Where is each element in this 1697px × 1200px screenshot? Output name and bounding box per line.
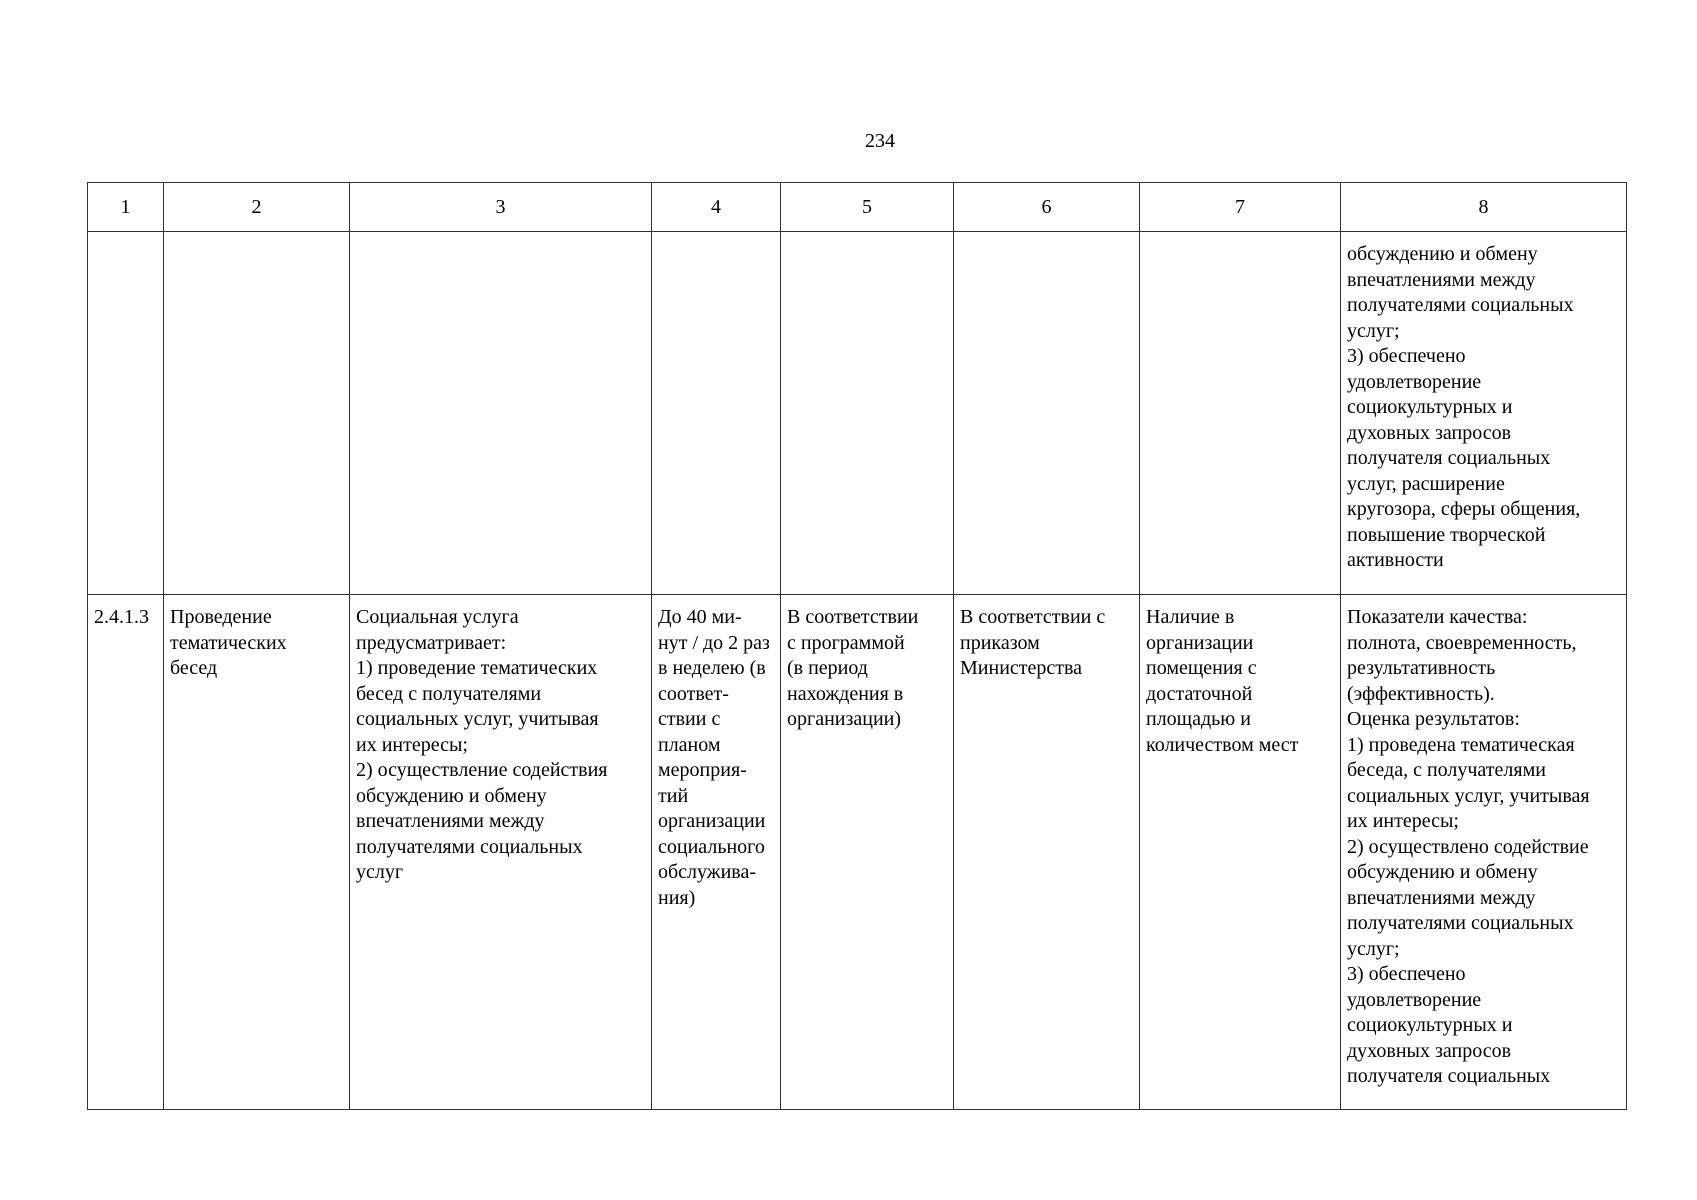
column-header: 2 bbox=[164, 183, 350, 232]
table-cell bbox=[954, 232, 1140, 595]
services-table bbox=[87, 182, 1627, 1110]
table-cell bbox=[781, 595, 954, 1110]
table-cell bbox=[1341, 232, 1627, 595]
column-header: 6 bbox=[954, 183, 1140, 232]
table-cell bbox=[164, 232, 350, 595]
table-cell bbox=[164, 595, 350, 1110]
service-quality: Показатели качества: полнота, своевременность, результативность (эффективность). Оценка результатов: 1) проведена тематическая беседа, с получателями социальных услуг, учитывая их интересы; 2) осуществлено содействие обсуждению и обмену впечатлениями между получателями социальных услуг; 3) обеспечено удовлетворение социокультурных и духовных запросов получателя социальных bbox=[1347, 606, 1590, 1087]
table-cell bbox=[350, 595, 652, 1110]
table-cell bbox=[350, 232, 652, 595]
table-body bbox=[88, 232, 1627, 1110]
column-header: 5 bbox=[781, 183, 954, 232]
header-row bbox=[88, 183, 1627, 232]
cell-text: обсуждению и обмену впечатлениями между получателями социальных услуг; 3) обеспечено удовлетворение социокультурных и духовных запросов получателя социальных услуг, расширение кругозора, сферы общения, повышение творческой активности bbox=[1347, 243, 1581, 571]
table-cell bbox=[954, 595, 1140, 1110]
column-header: 3 bbox=[350, 183, 652, 232]
column-header: 8 bbox=[1341, 183, 1627, 232]
table-header bbox=[88, 183, 1627, 232]
service-conditions: Наличие в организации помещения с достаточной площадью и количеством мест bbox=[1146, 606, 1299, 756]
table-cell bbox=[781, 232, 954, 595]
column-header: 4 bbox=[652, 183, 781, 232]
service-description: Социальная услуга предусматривает: 1) проведение тематических бесед с получателями социальных услуг, учитывая их интересы; 2) осуществление содействия обсуждению и обмену впечатлениями между получателями социальных услуг bbox=[356, 606, 608, 883]
table-row bbox=[88, 595, 1627, 1110]
table-cell bbox=[88, 595, 164, 1110]
table-cell bbox=[1341, 595, 1627, 1110]
service-code: 2.4.1.3 bbox=[94, 606, 149, 628]
column-header: 1 bbox=[88, 183, 164, 232]
service-duration: До 40 ми- нут / до 2 раз в неделею (в соответ- ствии с планом мероприя- тий организации социального обслужива- ния) bbox=[658, 606, 770, 909]
table-cell bbox=[652, 595, 781, 1110]
table-row bbox=[88, 232, 1627, 595]
table-cell bbox=[1140, 232, 1341, 595]
table-cell bbox=[88, 232, 164, 595]
service-tariff: В соответствии с приказом Министерства bbox=[960, 606, 1106, 679]
service-name: Проведение тематических бесед bbox=[170, 606, 287, 679]
table-cell bbox=[1140, 595, 1341, 1110]
page-number: 234 bbox=[865, 130, 895, 152]
table-cell bbox=[652, 232, 781, 595]
service-timing: В соответствии с программой (в период нахождения в организации) bbox=[787, 606, 919, 730]
column-header: 7 bbox=[1140, 183, 1341, 232]
